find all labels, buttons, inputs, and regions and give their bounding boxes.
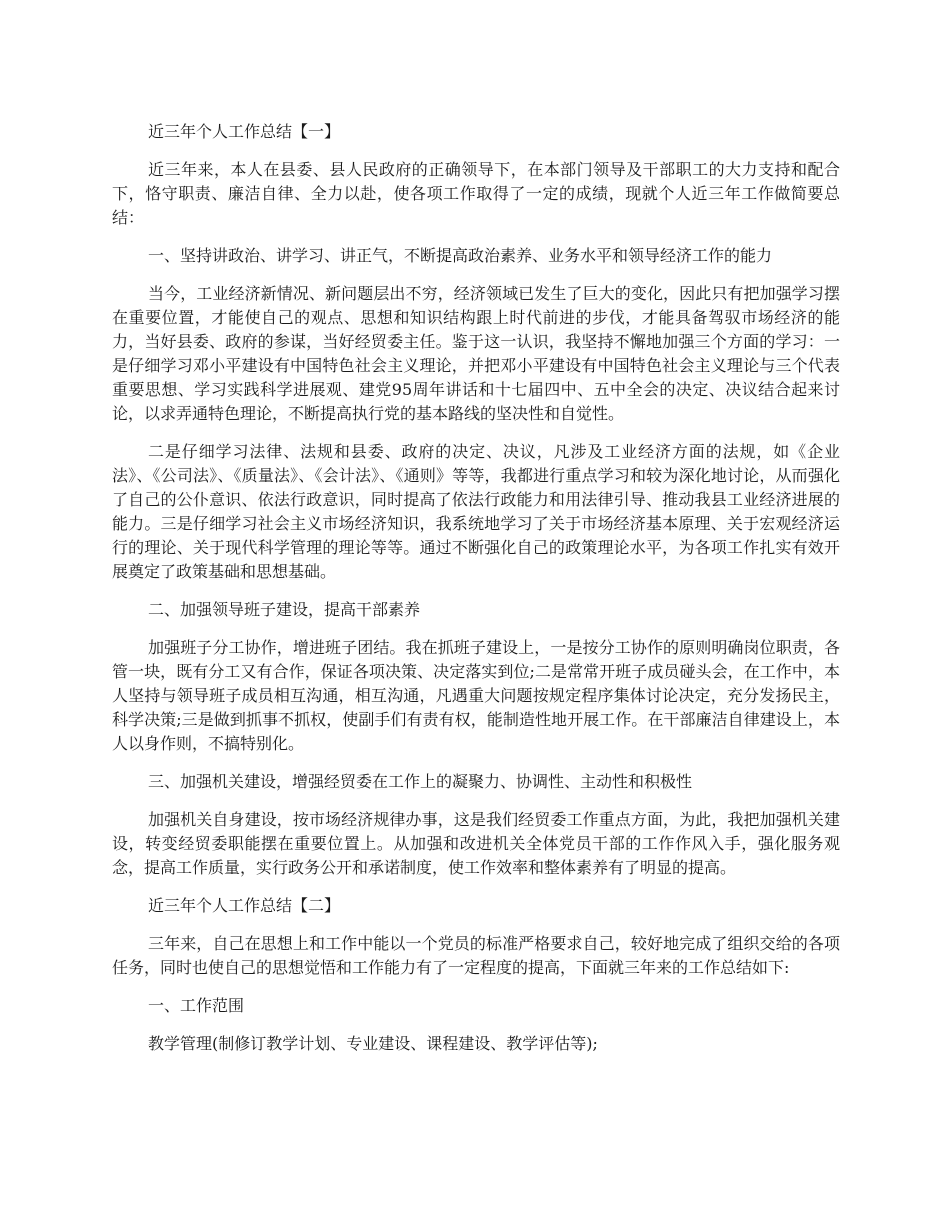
section-heading: 教学管理(制修订教学计划、专业建设、课程建设、教学评估等); [148, 1034, 598, 1053]
paragraph: 当今，工业经济新情况、新问题层出不穷，经济领域已发生了巨大的变化，因此只有把加强学习摆在重要位置，才能使自己的观点、思想和知识结构跟上时代前进的步伐，才能具备驾驭市场经济的能力，当好县委、政府的参谋，当好经贸委主任。鉴于这一认识，我坚持不懈地加强三个方面的学习：一是仔细学习邓小平建设有中国特色社会主义理论，并把邓小平建设有中国特色社会主义理论与三个代表重要思想、学习实践科学进展观、建党95周年讲话和十七届四中、五中全会的决定、决议结合起来讨论，以求弄通特色理论，不断提高执行党的基本路线的坚决性和自觉性。 [112, 284, 840, 423]
section-heading: 一、工作范围 [148, 996, 245, 1015]
section-heading: 二、加强领导班子建设，提高干部素养 [148, 600, 421, 619]
section-heading: 三、加强机关建设，增强经贸委在工作上的凝聚力、协调性、主动性和积极性 [148, 772, 693, 791]
paragraph: 加强机关自身建设，按市场经济规律办事，这是我们经贸委工作重点方面，为此，我把加强机关建设，转变经贸委职能摆在重要位置上。从加强和改进机关全体党员干部的工作作风入手，强化服务观念，提高工作质量，实行政务公开和承诺制度，使工作效率和整体素养有了明显的提高。 [112, 810, 840, 877]
paragraph: 加强班子分工协作，增进班子团结。我在抓班子建设上，一是按分工协作的原则明确岗位职责，各管一块，既有分工又有合作，保证各项决策、决定落实到位;二是常常开班子成员碰头会，在工作中，本人坚持与领导班子成员相互沟通，相互沟通，凡遇重大问题按规定程序集体讨论决定，充分发扬民主，科学决策;三是做到抓事不抓权，使副手们有责有权，能制造性地开展工作。在干部廉洁自律建设上，本人以身作则，不搞特别化。 [112, 638, 840, 753]
document-body [112, 120, 840, 1070]
paragraph: 一、坚持讲政治、讲学习、讲正气，不断提高政治素养、业务水平和领导经济工作的能力 [148, 246, 773, 265]
paragraph: 近三年来，本人在县委、县人民政府的正确领导下，在本部门领导及干部职工的大力支持和配合下，恪守职责、廉洁自律、全力以赴，使各项工作取得了一定的成绩，现就个人近三年工作做简要总结： [112, 160, 840, 227]
section-heading: 近三年个人工作总结【二】 [148, 896, 341, 915]
section-heading: 近三年个人工作总结【一】 [148, 122, 341, 141]
paragraph: 三年来，自己在思想上和工作中能以一个党员的标准严格要求自己，较好地完成了组织交给的各项任务，同时也使自己的思想觉悟和工作能力有了一定程度的提高，下面就三年来的工作总结如下: [112, 934, 840, 977]
paragraph: 二是仔细学习法律、法规和县委、政府的决定、决议，凡涉及工业经济方面的法规，如《企业法》、《公司法》、《质量法》、《会计法》、《通则》等等，我都进行重点学习和较为深化地讨论，从而强化了自己的公仆意识、依法行政意识，同时提高了依法行政能力和用法律引导、推动我县工业经济进展的能力。三是仔细学习社会主义市场经济知识，我系统地学习了关于市场经济基本原理、关于宏观经济运行的理论、关于现代科学管理的理论等等。通过不断强化自己的政策理论水平，为各项工作扎实有效开展奠定了政策基础和思想基础。 [112, 442, 840, 581]
